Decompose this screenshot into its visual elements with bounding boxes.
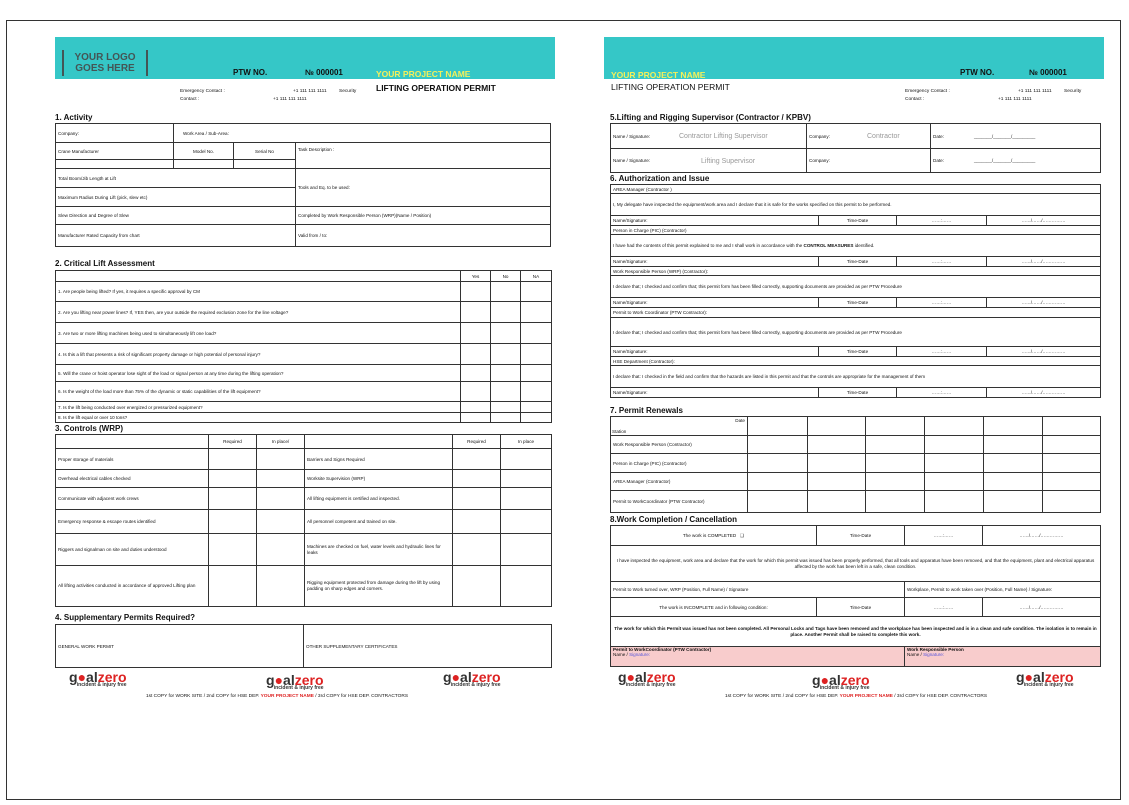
answer-cell[interactable] xyxy=(521,302,552,323)
emergency-label: Emergency Contact : xyxy=(180,89,225,94)
goalzero-logo: g●alzero incident & injury free xyxy=(618,669,676,688)
answer-cell[interactable] xyxy=(521,282,552,302)
lifting-supervisor-placeholder: Lifting Supervisor xyxy=(701,158,756,165)
work-area-label: Work Area / Sub-Area: xyxy=(174,124,551,143)
ptwc-label: Permit to Work Coordinator (PTW Contractor): xyxy=(611,308,1101,318)
check-cell[interactable] xyxy=(257,510,305,534)
section-4-title: 4. Supplementary Permits Required? xyxy=(55,613,196,622)
hse-declaration: I declare that: I checked in the field and confirm that the hazards are listed in this permit and that the controls are appropriate for the management of them xyxy=(611,366,1101,388)
tools-label: Tools and Eq. to be used: xyxy=(296,169,551,207)
renewals-table: Date Station Work Responsible Person (Contractor) Person in Charge (PIC) (Contractor) AREA Manager (Contractor) Permit to WorkCoordinator (PTW Contractor) xyxy=(610,416,1101,513)
security-label: Security xyxy=(1064,89,1082,94)
valid-label: Valid from / to: xyxy=(296,225,551,247)
crane-manufacturer-label: Crane Manufacturer xyxy=(56,143,174,160)
answer-cell[interactable] xyxy=(491,323,521,344)
check-cell[interactable] xyxy=(209,534,257,566)
answer-cell[interactable] xyxy=(521,413,552,423)
check-cell[interactable] xyxy=(453,449,501,470)
control-item: Machines are checked on fuel, water levels and hydraulic lines for leaks xyxy=(305,534,453,566)
emergency-number: +1 111 111 1111 xyxy=(1018,89,1052,94)
control-item: Worksite Supervision (WRP) xyxy=(305,470,453,488)
section-6-title: 6. Authorization and Issue xyxy=(610,174,710,183)
max-radius-label: Maximum Radius During Lift (pick, slew etc) xyxy=(56,188,296,207)
control-item: All personnel competent and trained on site. xyxy=(305,510,453,534)
question-2: 2. Are you lifting near power lines? If, YES then, are your outside the required exclusion zone for the line voltage? xyxy=(56,302,461,323)
contractor-placeholder: Contractor xyxy=(867,133,900,140)
logo-placeholder: YOUR LOGO GOES HERE xyxy=(62,50,148,76)
question-5: 5. Will the crane or hoist operator lose sight of the load or signal person at any time during the lifting operation? xyxy=(56,365,461,382)
check-cell[interactable] xyxy=(209,488,257,510)
authorization-table: AREA Manager (Contractor ) I, My delegate have inspected the equipment/work area and I declare that it is safe for the works specified on this permit to be performed. Name/Signature: Time-Date ……:…… ……/……/…………… Person in Charge (PIC) (Contractor) I have had the contents of this permit explained to me and I shall work in accordance with the CONTROL MEASURES identified. Name/Signature: Time-Date ……:…… ……/……/…………… Work Responsible Person (WRP) (Contractor): I declare that; I checked and confirm that; this permit form has been filled correctly, supporting documents are provided as per PTW Procedure Name/Signature: Time-Date ……:…… ……/……/…………… Permit to Work Coordinator (PTW Contractor): I declare that; I checked and confirm that; this permit form has been filled correctly, supporting documents are provided as per PTW Procedure Name/Signature: Time-Date ……:…… ……/……/…………… HSE Department (Contractor): I declare that: I checked in the field and confirm that the hazards are listed in this permit and that the controls are appropriate for the management of them Name/Signature: Time-Date ……:…… ……/……/…………… xyxy=(610,184,1101,398)
security-label: Security xyxy=(339,89,357,94)
copy-distribution: 1st COPY for WORK SITE / 2nd COPY for HSE DEP. YOUR PROJECT NAME / 3rd COPY for HSE DEP. CONTRACTORS xyxy=(724,694,988,699)
general-permit-label: GENERAL WORK PERMIT xyxy=(56,625,304,668)
control-item: All lifting activities conducted in accordance of approved Lifting plan xyxy=(56,566,209,607)
supervisor-table: Name / Signature: Contractor Lifting Supervisor Company: Contractor Date: _______/_______/_________ Name / Signature: Lifting Supervisor Company: Date: _______/_______/_________ xyxy=(610,123,1101,173)
control-item: Proper storage of materials xyxy=(56,449,209,470)
section-3-title: 3. Controls (WRP) xyxy=(55,424,123,433)
na-header: NA xyxy=(521,271,552,282)
contact-label: Contact : xyxy=(905,97,925,102)
project-name: YOUR PROJECT NAME xyxy=(376,69,471,79)
check-cell[interactable] xyxy=(453,488,501,510)
control-item: Riggers and signalman on site and duties understood xyxy=(56,534,209,566)
answer-cell[interactable] xyxy=(461,302,491,323)
check-cell[interactable] xyxy=(453,470,501,488)
slew-label: Slew Direction and Degree of Slew xyxy=(56,207,296,225)
permit-title: LIFTING OPERATION PERMIT xyxy=(376,83,496,93)
control-item: Communicate with adjacent work crews xyxy=(56,488,209,510)
check-cell[interactable] xyxy=(501,566,552,607)
controls-table xyxy=(55,434,552,607)
check-cell[interactable] xyxy=(257,449,305,470)
answer-cell[interactable] xyxy=(521,323,552,344)
goalzero-logo: g●alzero incident & injury free xyxy=(1016,669,1074,688)
check-cell[interactable] xyxy=(209,449,257,470)
goalzero-logo: g●alzero incident & injury free xyxy=(443,669,501,688)
goalzero-logo: g●alzero incident & injury free xyxy=(69,669,127,688)
check-cell[interactable] xyxy=(257,566,305,607)
wrp-label: Work Responsible Person (WRP) (Contractor): xyxy=(611,267,1101,276)
check-cell[interactable] xyxy=(453,534,501,566)
contact-number: +1 111 111 1111 xyxy=(998,97,1032,102)
check-cell[interactable] xyxy=(209,566,257,607)
answer-cell[interactable] xyxy=(491,402,521,413)
supplementary-table xyxy=(55,624,552,668)
inspected-declaration: I have inspected the equipment, work area and declare that the work for which this permit was issued has been properly performed, that all tools and apparatus have been removed, and that the equipment, plant and electrical apparatus affected by the work has been left in a safe, clean condition. xyxy=(611,546,1101,582)
control-item: Barriers and Signs Required xyxy=(305,449,453,470)
completion-table: The work is COMPLETED ❑ Time-Date ……:…… ……/……/…………… I have inspected the equipment, work area and declare that the work for which this permit was issued has been properly performed, that all tools and apparatus have been removed, and that the equipment, plant and electrical apparatus affected by the work has been left in a safe, clean condition. Permit to Work turned over, WRP (Position, Full Name) / Signature Workplace, Permit to work taken over (Position, Full Name) / Signature: The work is INCOMPLETE and in following condition: Time-Date ……:…… ……/……/…………… The work for which this Permit was issued has not been completed. All Personal Locks and Tags have been removed and the workplace has been inspected and is in a clean and safe condition. The isolation is to remain in place. Another Permit shall be raised to complete this work. Permit to WorkCoordinator (PTW Contractor) Name / Signature: Work Responsible Person Name / Signature: xyxy=(610,525,1101,667)
ptw-label: PTW NO. xyxy=(960,68,995,77)
ptw-number: № 000001 xyxy=(1029,68,1067,77)
in-place-header: In place/ xyxy=(257,435,305,449)
check-cell[interactable] xyxy=(501,534,552,566)
task-description-label: Task Description : xyxy=(296,143,551,169)
answer-cell[interactable] xyxy=(491,382,521,402)
check-cell[interactable] xyxy=(257,488,305,510)
section-1-title: 1. Activity xyxy=(55,113,93,122)
check-cell[interactable] xyxy=(501,510,552,534)
checkbox-icon[interactable]: ❑ xyxy=(740,532,745,538)
answer-cell[interactable] xyxy=(521,344,552,365)
control-item: Rigging equipment protected from damage during the lift by using padding on sharp edges and corners. xyxy=(305,566,453,607)
check-cell[interactable] xyxy=(257,534,305,566)
question-6: 6. Is the weight of the load more than 75% of the dynamic or static capabilities of the lift equipment? xyxy=(56,382,461,402)
ptw-label: PTW NO. xyxy=(233,68,268,77)
serial-no-label: Serial No xyxy=(234,143,296,160)
contractor-supervisor-placeholder: Contractor Lifting Supervisor xyxy=(679,133,768,140)
contact-number: +1 111 111 1111 xyxy=(273,97,307,102)
question-1: 1. Are people being lifted? If yes, it requires a specific approval by CM xyxy=(56,282,461,302)
permit-title: LIFTING OPERATION PERMIT xyxy=(611,82,730,92)
contact-label: Contact : xyxy=(180,97,200,102)
goalzero-logo: g●alzero incident & injury free xyxy=(812,672,870,691)
required-header: Required xyxy=(209,435,257,449)
answer-cell[interactable] xyxy=(491,344,521,365)
ptw-number: № 000001 xyxy=(305,68,343,77)
required-header-2: Required xyxy=(453,435,501,449)
completed-by-label: Completed by Work Responsible Person (WRP)(Name / Position) xyxy=(296,207,551,225)
check-cell[interactable] xyxy=(209,510,257,534)
answer-cell[interactable] xyxy=(521,365,552,382)
project-name: YOUR PROJECT NAME xyxy=(611,70,706,80)
question-4: 4. Is this a lift that presents a risk of significant property damage or high potential of personal injury? xyxy=(56,344,461,365)
question-8: 8. Is the lift equal or over 10 tons? xyxy=(56,413,461,423)
activity-table xyxy=(55,123,551,247)
check-cell[interactable] xyxy=(501,470,552,488)
emergency-label: Emergency Contact : xyxy=(905,89,950,94)
goalzero-logo: g●alzero incident & injury free xyxy=(266,672,324,691)
section-7-title: 7. Permit Renewals xyxy=(610,406,683,415)
company-label: Company: xyxy=(56,124,174,143)
control-item: Emergency response & escape routes identified xyxy=(56,510,209,534)
area-manager-label: AREA Manager (Contractor ) xyxy=(611,185,1101,194)
pic-label: Person in Charge (PIC) (Contractor) xyxy=(611,226,1101,235)
check-cell[interactable] xyxy=(453,510,501,534)
copy-distribution: 1st COPY for WORK SITE / 2nd COPY for HSE DEP. YOUR PROJECT NAME / 3rd COPY for HSE DEP. CONTRACTORS xyxy=(145,694,409,699)
section-8-title: 8.Work Completion / Cancellation xyxy=(610,515,737,524)
answer-cell[interactable] xyxy=(521,382,552,402)
total-boom-label: Total Boom/Jib Length at Lift xyxy=(56,169,296,188)
answer-cell[interactable] xyxy=(521,402,552,413)
rated-capacity-label: Manufacturer Rated Capacity from chart xyxy=(56,225,296,247)
check-cell[interactable] xyxy=(453,566,501,607)
answer-cell[interactable] xyxy=(461,344,491,365)
hse-label: HSE Department (Contractor): xyxy=(611,357,1101,366)
question-7: 7. Is the lift being conducted over energized or pressurized equipment? xyxy=(56,402,461,413)
critical-lift-table xyxy=(55,270,552,423)
control-item: Overhead electrical cables checked xyxy=(56,470,209,488)
answer-cell[interactable] xyxy=(461,365,491,382)
model-no-label: Model No. xyxy=(174,143,234,160)
check-cell[interactable] xyxy=(209,470,257,488)
wrp-declaration: I declare that; I checked and confirm that; this permit form has been filled correctly, supporting documents are provided as per PTW Procedure xyxy=(611,276,1101,298)
emergency-number: +1 111 111 1111 xyxy=(293,89,327,94)
answer-cell[interactable] xyxy=(491,282,521,302)
section-2-title: 2. Critical Lift Assessment xyxy=(55,259,155,268)
area-declaration: I, My delegate have inspected the equipment/work area and I declare that it is safe for the works specified on this permit to be performed. xyxy=(611,194,1101,216)
answer-cell[interactable] xyxy=(461,282,491,302)
in-place-header-2: In place xyxy=(501,435,552,449)
answer-cell[interactable] xyxy=(461,402,491,413)
answer-cell[interactable] xyxy=(491,365,521,382)
question-3: 3. Are two or more lifting machines being used to simultaneously lift one load? xyxy=(56,323,461,344)
answer-cell[interactable] xyxy=(461,323,491,344)
answer-cell[interactable] xyxy=(491,413,521,423)
pic-declaration: I have had the contents of this permit explained to me and I shall work in accordance with the CONTROL MEASURES identified. xyxy=(611,235,1101,257)
not-completed-declaration: The work for which this Permit was issued has not been completed. All Personal Locks and Tags have been removed and the workplace has been inspected and is in a clean and safe condition. The isolation is to remain in place. Another Permit shall be raised to complete this work. xyxy=(611,617,1101,647)
answer-cell[interactable] xyxy=(491,302,521,323)
answer-cell[interactable] xyxy=(461,382,491,402)
yes-header: Yes xyxy=(461,271,491,282)
answer-cell[interactable] xyxy=(461,413,491,423)
section-5-title: 5.Lifting and Rigging Supervisor (Contractor / KPBV) xyxy=(610,113,811,122)
control-item: All lifting equipment is certified and inspected. xyxy=(305,488,453,510)
check-cell[interactable] xyxy=(501,488,552,510)
other-certificates-label: OTHER SUPPLEMENTARY CERTIFICATES xyxy=(304,625,552,668)
check-cell[interactable] xyxy=(257,470,305,488)
no-header: No xyxy=(491,271,521,282)
ptwc-declaration: I declare that; I checked and confirm that; this permit form has been filled correctly, supporting documents are provided as per PTW Procedure xyxy=(611,318,1101,347)
check-cell[interactable] xyxy=(501,449,552,470)
